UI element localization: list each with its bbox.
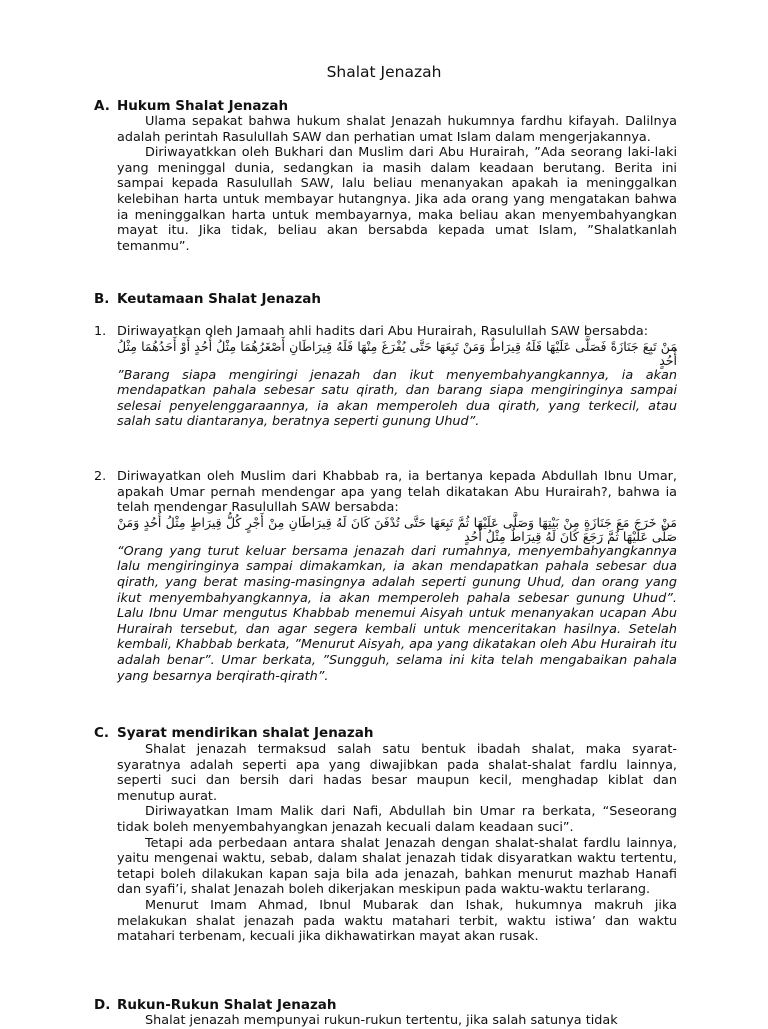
paragraph: Tetapi ada perbedaan antara shalat Jenazah dengan shalat-shalat fardlu lainnya, yaitu mengenai waktu, sebab, dalam shalat jenazah tidak disyaratkan waktu tertentu, tetapi boleh dilakukan kapan saja bila ada jenazah, bahkan menurut mazhab Hanafi dan syafi’i, shalat Jenazah boleh dikerjakan meskipun pada waktu-waktu terlarang. [117, 835, 677, 898]
list-number: 1. [94, 324, 107, 339]
section-letter: B. [94, 291, 110, 307]
arabic-text: مَنْ خَرَجَ مَعَ جَنَازَةٍ مِنْ بَيْتِهَا وَصَلَّى عَلَيْهَا ثُمَّ تَبِعَهَا حَتَّى تُدْفَنَ كَانَ لَهُ قِيرَاطَانِ مِنْ أَجْرٍ كُلُّ قِيرَاطٍ مِثْلُ أُحُدٍ وَمَنْ صَلَّى عَلَيْهَا ثُمَّ رَجَعَ كَانَ لَهُ قِيرَاطٌ مِثْلُ أُحُدٍ [117, 514, 677, 544]
section-d-body [117, 1013, 677, 1029]
section-b-heading [94, 291, 321, 307]
arabic-text: مَنْ تَبِعَ جَنَازَةً فَصَلَّى عَلَيْهَا فَلَهُ قِيرَاطٌ وَمَنْ تَبِعَهَا حَتَّى يُفْرَغَ مِنْهَا فَلَهُ قِيرَاطَانِ أَصْغَرُهُمَا مِثْلُ أُحُدٍ أَوْ أَحَدُهُمَا مِثْلُ أُحُدٍ [117, 338, 677, 368]
paragraph: Diriwayatkan Imam Malik dari Nafi, Abdullah bin Umar ra berkata, “Seseorang tidak boleh menyembahyangkan jenazah kecuali dalam keadaan suci”. [117, 804, 677, 835]
section-letter: A. [94, 98, 110, 114]
list-number: 2. [94, 469, 107, 484]
paragraph: Ulama sepakat bahwa hukum shalat Jenazah hukumnya fardhu kifayah. Dalilnya adalah perintah Rasulullah SAW dan perhatian umat Islam dalam mengerjakannya. [117, 114, 677, 145]
paragraph: Menurut Imam Ahmad, Ibnul Mubarak dan Ishak, hukumnya makruh jika melakukan shalat jenazah pada waktu matahari terbit, waktu istiwa’ dan waktu matahari terbenam, kecuali jika dikhawatirkan mayat akan rusak. [117, 897, 677, 945]
section-d-heading [94, 997, 337, 1013]
section-title: Rukun-Rukun Shalat Jenazah [117, 997, 337, 1013]
section-a-body [117, 114, 677, 254]
document-title: Shalat Jenazah [326, 63, 442, 81]
section-title: Syarat mendirikan shalat Jenazah [117, 725, 374, 741]
paragraph: Diriwayatkkan oleh Bukhari dan Muslim dari Abu Hurairah, ”Ada seorang laki-laki yang meninggal dunia, sedangkan ia masih dalam keadaan berutang. Berita ini sampai kepada Rasulullah SAW, lalu beliau menanyakan apakah ia meninggalkan kelebihan harta untuk membayar hutangnya. Jika ada orang yang mengatakan bahwa ia meninggalkan harta untuk membayarnya, maka beliau akan menyembahyangkan mayat itu. Jika tidak, beliau akan bersabda kepada umat Islam, ”Shalatkanlah temanmu”. [117, 145, 677, 254]
section-c-heading [94, 725, 374, 741]
section-title: Hukum Shalat Jenazah [117, 98, 289, 114]
section-letter: D. [94, 997, 111, 1013]
paragraph: Shalat jenazah mempunyai rukun-rukun tertentu, jika salah satunya tidak [145, 1013, 618, 1028]
paragraph: Shalat jenazah termaksud salah satu bentuk ibadah shalat, maka syarat-syaratnya adalah seperti apa yang diwajibkan pada shalat-shalat fardlu lainnya, seperti suci dan bersih dari hadas besar maupun kecil, menghadap kiblat dan menutup aurat. [117, 742, 677, 804]
hadith-item-2 [117, 469, 677, 684]
section-c-body [117, 742, 677, 945]
section-a-heading [94, 98, 288, 114]
section-title: Keutamaan Shalat Jenazah [117, 291, 321, 307]
section-letter: C. [94, 725, 110, 741]
hadith-intro: Diriwayatkan oleh Jamaah ahli hadits dari Abu Hurairah, Rasulullah SAW bersabda: [117, 324, 649, 339]
translation: “Orang yang turut keluar bersama jenazah dari rumahnya, menyembahyangkannya lalu mengiringinya sampai dimakamkan, ia akan mendapatkan pahala sebesar dua qirath, yang berat masing-masingnya adalah seperti gunung Uhud, dan orang yang ikut menyembahyangkannya, ia akan memperoleh pahala sebesar gunung Uhud”. Lalu Ibnu Umar mengutus Khabbab menemui Aisyah untuk menanyakan ucapan Abu Hurairah tersebut, dan agar segera kembali untuk menceritakan hasilnya. Setelah kembali, Khabbab berkata, ”Menurut Aisyah, apa yang dikatakan oleh Abu Hurairah itu adalah benar”. Umar berkata, ”Sungguh, selama ini kita telah mengabaikan pahala yang besarnya berqirath-qirath”. [117, 543, 677, 684]
hadith-item-1 [117, 324, 677, 430]
translation: ”Barang siapa mengiringi jenazah dan ikut menyembahyangkannya, ia akan mendapatkan pahala sebesar satu qirath, dan barang siapa mengiringinya sampai selesai penyelenggaraannya, ia akan memperoleh dua qirath, yang terkecil, atau salah satu diantaranya, beratnya seperti gunung Uhud”. [117, 367, 677, 430]
hadith-intro: Diriwayatkan oleh Muslim dari Khabbab ra, ia bertanya kepada Abdullah Ibnu Umar, apakah Umar pernah mendengar apa yang telah dikatakan Abu Hurairah?, bahwa ia telah mendengar Rasulullah SAW bersabda: [117, 469, 677, 516]
